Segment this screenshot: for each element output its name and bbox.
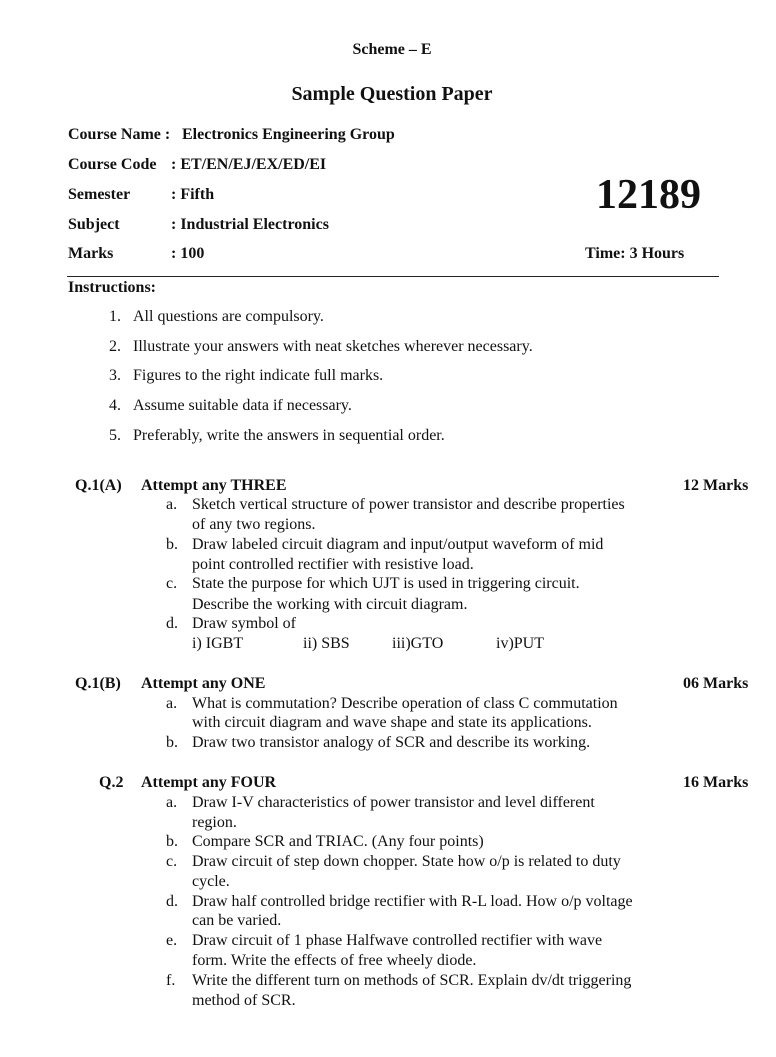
- item-text-line: can be varied.: [192, 912, 282, 929]
- item-text-line: Compare SCR and TRIAC. (Any four points): [192, 833, 484, 850]
- instruction-number: 1.: [109, 308, 121, 325]
- symbol-subpart: iv)PUT: [496, 635, 544, 652]
- course-name-label: Course Name :: [68, 126, 171, 143]
- item-text-line: Draw half controlled bridge rectifier with R-L load. How o/p voltage: [192, 893, 633, 910]
- paper-title: Sample Question Paper: [291, 83, 493, 105]
- semester-label: Semester: [68, 186, 131, 203]
- question-heading: Attempt any THREE: [141, 477, 287, 494]
- item-text-line: Draw circuit of step down chopper. State how o/p is related to duty: [192, 853, 621, 870]
- instruction-text: All questions are compulsory.: [133, 308, 324, 325]
- course-name-value: Electronics Engineering Group: [182, 126, 395, 143]
- item-letter: d.: [166, 615, 178, 632]
- item-text-line: Draw symbol of: [192, 615, 296, 632]
- course-code-value: : ET/EN/EJ/EX/ED/EI: [171, 156, 327, 173]
- item-text-line: Draw circuit of 1 phase Halfwave controlled rectifier with wave: [192, 932, 603, 949]
- item-letter: a.: [166, 695, 178, 712]
- instruction-text: Illustrate your answers with neat sketches wherever necessary.: [133, 338, 533, 355]
- question-marks: 16 Marks: [683, 774, 749, 791]
- question-heading: Attempt any ONE: [141, 675, 266, 692]
- question-label: Q.1(A): [75, 477, 122, 494]
- question-heading: Attempt any FOUR: [141, 774, 277, 791]
- item-text-line: method of SCR.: [192, 992, 296, 1009]
- item-text-line: Draw I-V characteristics of power transistor and level different: [192, 794, 595, 811]
- item-text-line: with circuit diagram and wave shape and state its applications.: [192, 714, 592, 731]
- item-letter: a.: [166, 496, 178, 513]
- item-letter: c.: [166, 575, 178, 592]
- marks-label: Marks: [68, 245, 114, 262]
- item-text-line: point controlled rectifier with resistive load.: [192, 556, 474, 573]
- instruction-number: 4.: [109, 397, 121, 414]
- item-text-line: form. Write the effects of free wheely diode.: [192, 952, 477, 969]
- symbol-subpart: ii) SBS: [303, 635, 350, 652]
- subject-label: Subject: [68, 216, 120, 233]
- item-text-line: Draw two transistor analogy of SCR and describe its working.: [192, 734, 591, 751]
- header-divider: [67, 276, 719, 277]
- scheme-label: Scheme – E: [352, 41, 432, 58]
- course-code-label: Course Code: [68, 156, 157, 173]
- item-letter: c.: [166, 853, 178, 870]
- item-text-line: of any two regions.: [192, 516, 316, 533]
- symbol-subpart: i) IGBT: [192, 635, 244, 652]
- question-marks: 06 Marks: [683, 675, 749, 692]
- item-letter: d.: [166, 893, 178, 910]
- item-letter: b.: [166, 536, 178, 553]
- semester-value: : Fifth: [171, 186, 215, 203]
- item-letter: f.: [166, 972, 176, 989]
- time-duration: Time: 3 Hours: [585, 245, 685, 262]
- symbol-subpart: iii)GTO: [392, 635, 444, 652]
- item-text-line: region.: [192, 814, 237, 831]
- item-text-line: State the purpose for which UJT is used in triggering circuit.: [192, 575, 580, 592]
- instruction-number: 2.: [109, 338, 121, 355]
- instruction-text: Figures to the right indicate full marks.: [133, 367, 384, 384]
- item-text-line: Sketch vertical structure of power transistor and describe properties: [192, 496, 625, 513]
- instruction-number: 5.: [109, 427, 121, 444]
- item-text-line: Write the different turn on methods of SCR. Explain dv/dt triggering: [192, 972, 632, 989]
- item-letter: b.: [166, 833, 178, 850]
- subject-value: : Industrial Electronics: [171, 216, 329, 233]
- item-text-line: Draw labeled circuit diagram and input/output waveform of mid: [192, 536, 604, 553]
- item-text-line: cycle.: [192, 873, 230, 890]
- item-text-line: What is commutation? Describe operation of class C commutation: [192, 695, 618, 712]
- instruction-text: Preferably, write the answers in sequential order.: [133, 427, 445, 444]
- question-label: Q.1(B): [75, 675, 121, 692]
- instructions-heading: Instructions:: [68, 279, 157, 296]
- question-marks: 12 Marks: [683, 477, 749, 494]
- marks-value: : 100: [171, 245, 205, 262]
- item-text-line: Describe the working with circuit diagram.: [192, 596, 468, 613]
- paper-code: 12189: [596, 172, 701, 218]
- item-letter: b.: [166, 734, 178, 751]
- item-letter: e.: [166, 932, 178, 949]
- instruction-number: 3.: [109, 367, 121, 384]
- instruction-text: Assume suitable data if necessary.: [133, 397, 352, 414]
- question-label: Q.2: [99, 774, 124, 791]
- item-letter: a.: [166, 794, 178, 811]
